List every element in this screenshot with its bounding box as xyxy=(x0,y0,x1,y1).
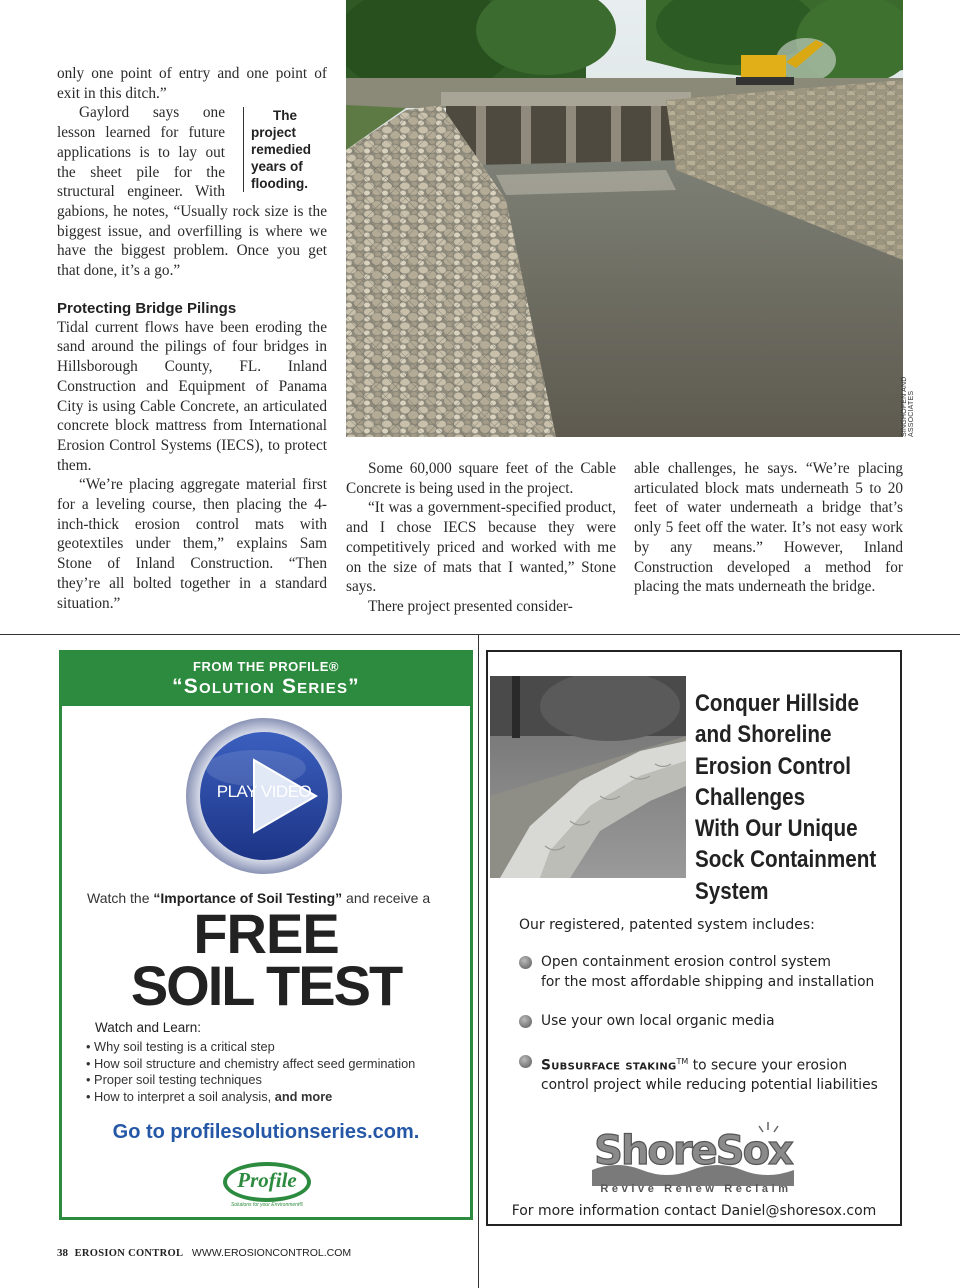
photo-credit: SINGHOFEN AND ASSOCIATES xyxy=(901,376,915,437)
brand-wordmark: ShoreSox xyxy=(594,1128,792,1174)
article-paragraph: “We’re placing aggregate material first for a leveling course, then placing the 4-inch-thick erosion control mats with geotextiles under them,” explains Sam Stone of Inland Construction. “Then they’re all bolted together in a standard situation.” xyxy=(57,476,327,612)
bullet-icon xyxy=(519,1055,532,1068)
shoresox-logo[interactable] xyxy=(592,1120,794,1186)
article-paragraph: There project presented consider- xyxy=(368,597,573,615)
ad-photo-sock-containment xyxy=(490,676,686,878)
shoresox-ad[interactable] xyxy=(486,650,902,1226)
feature-item: Use your own local organic media xyxy=(519,1012,881,1032)
play-video-button[interactable] xyxy=(184,716,344,876)
article-paragraph: “It was a government-specified product, and I chose IECS because they were competitively priced and worked with me on the size of mats that I wanted,” Stone says. xyxy=(346,499,616,596)
article-column-2 xyxy=(346,459,616,617)
section-divider-horizontal xyxy=(0,634,960,635)
page-footer xyxy=(57,1247,351,1259)
profile-url-link[interactable]: Go to profilesolutionseries.com. xyxy=(112,1121,420,1143)
profile-soil-test-ad[interactable] xyxy=(59,650,473,1220)
article-photo-gabion-channel xyxy=(346,0,903,437)
bullet-list xyxy=(86,1039,415,1105)
watch-and-learn-label: Watch and Learn: xyxy=(95,1020,202,1035)
magazine-url[interactable]: WWW.EROSIONCONTROL.COM xyxy=(191,1247,352,1259)
headline-soil-test: SOIL TEST xyxy=(130,954,402,1017)
profile-logo[interactable] xyxy=(221,1160,313,1212)
play-video-label: PLAY VIDEO xyxy=(216,782,312,801)
list-item: • How soil structure and chemistry affect seed germination xyxy=(86,1056,415,1073)
watch-line: Watch the “Importance of Soil Testing” and receive a xyxy=(87,890,431,906)
article-paragraph: Some 60,000 square feet of the Cable Concrete is being used in the project. xyxy=(346,460,616,497)
magazine-name: EROSION CONTROL xyxy=(74,1248,184,1259)
article-paragraph: only one point of entry and one point of exit in this ditch.” xyxy=(57,65,327,102)
article-paragraph: The project remedied years of flooding. Gaylord says one lesson learned for future applications is to lay out the sheet pile for the structural engineer. With gabions, he notes, “Usually rock size is the biggest issue, and overfilling is where we have the biggest problem. Once you get that done, it’s a go.” xyxy=(57,104,327,280)
list-item: • Why soil testing is a critical step xyxy=(86,1039,415,1056)
article-column-3 xyxy=(634,459,903,597)
bullet-icon xyxy=(519,1015,532,1028)
pull-quote: The project remedied years of flooding. xyxy=(243,107,329,192)
logo-tagline: Solutions for your Environment® xyxy=(230,1202,304,1208)
list-item: • Proper soil testing techniques xyxy=(86,1072,415,1089)
contact-line[interactable]: For more information contact Daniel@shoresox.com xyxy=(511,1203,877,1219)
brand-tagline: Revive Renew Reclaim xyxy=(600,1183,792,1195)
article-paragraph: Tidal current flows have been eroding the sand around the pilings of four bridges in Hillsborough County, FL. Inland Construction and Equipment of Panama City is using Cable Concrete, an articulated concrete block mattress from International Erosion Control Systems (IECS), to protect them. xyxy=(57,318,327,474)
section-divider-vertical xyxy=(478,634,479,1288)
banner-subtitle: FROM THE PROFILE® xyxy=(193,659,339,674)
headline-free: FREE xyxy=(193,902,339,965)
bullet-icon xyxy=(519,956,532,969)
logo-text: Profile xyxy=(237,1168,297,1192)
article-column-1 xyxy=(57,64,327,613)
list-item: • How to interpret a soil analysis, and more xyxy=(86,1089,415,1106)
ad-intro: Our registered, patented system includes: xyxy=(519,917,815,933)
page-number: 38 xyxy=(57,1247,68,1259)
feature-item: Open containment erosion control system for the most affordable shipping and installation xyxy=(519,953,881,992)
banner-title: “Solution Series” xyxy=(172,675,360,698)
ad-banner xyxy=(62,653,470,706)
article-paragraph: able challenges, he says. “We’re placing articulated block mats underneath 5 to 20 feet of water underneath a bridge that’s only 5 feet off the water. It’s not easy work by any means.” However, Inland Construction developed a method for placing the mats underneath the bridge. xyxy=(634,460,903,596)
ad-headline: Conquer Hillside and Shoreline Erosion Control Challenges With Our Unique Sock Containment System xyxy=(695,690,877,905)
subhead: Protecting Bridge Pilings xyxy=(57,299,237,317)
feature-item: Subsurface staking™ to secure your erosion control project while reducing potential liabilities xyxy=(519,1052,881,1096)
